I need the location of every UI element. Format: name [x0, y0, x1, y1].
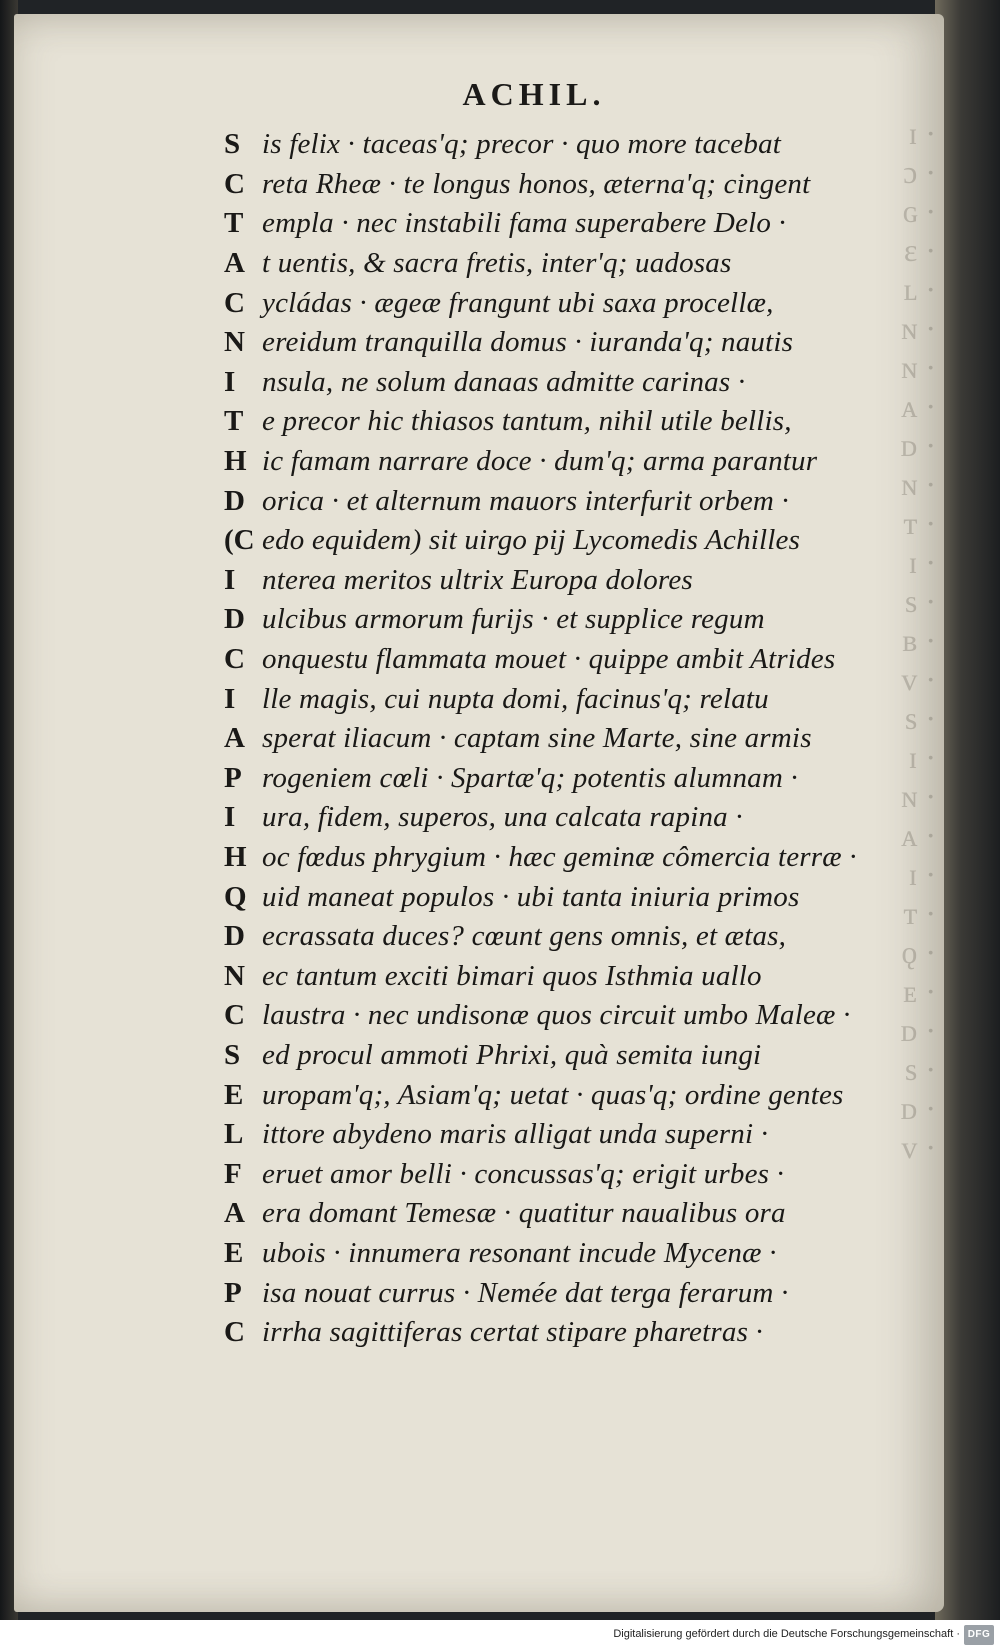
verse-line: [224, 798, 924, 838]
verse-initial: I: [224, 682, 236, 715]
verse-line: [224, 1273, 924, 1313]
verse-line: [224, 1115, 924, 1155]
verse-line: [224, 1075, 924, 1115]
verse-text: ubois · innumera resonant incude Mycenæ ·: [262, 1236, 777, 1269]
verse-initial: T: [224, 405, 244, 438]
book-page: [14, 14, 944, 1612]
verse-line: [224, 640, 924, 680]
verse-initial: E: [224, 1236, 244, 1269]
verse-line: [224, 204, 924, 244]
verse-initial: P: [224, 1276, 242, 1309]
verse-line: [224, 996, 924, 1036]
verse-line: [224, 877, 924, 917]
verse-line: [224, 521, 924, 561]
verse-line: [224, 165, 924, 205]
verse-text: ittore abydeno maris alligat unda superni ·: [262, 1118, 769, 1151]
verse-initial: L: [224, 1118, 244, 1151]
verse-initial: C: [224, 167, 245, 200]
verse-line: [224, 402, 924, 442]
verse-text: laustra · nec undisonæ quos circuit umbo Maleæ ·: [262, 999, 851, 1032]
verse-line: [224, 1154, 924, 1194]
verse-line: [224, 283, 924, 323]
verse-text: empla · nec instabili fama superabere Delo ·: [262, 207, 787, 240]
verse-text: reta Rheæ · te longus honos, æterna'q; cingent: [262, 167, 811, 200]
verse-initial: C: [224, 1316, 245, 1349]
verse-text: rogeniem cœli · Spartæ'q; potentis alumnam ·: [262, 761, 798, 794]
verse-initial: D: [224, 603, 245, 636]
verse-line: [224, 1194, 924, 1234]
verse-text: uropam'q;, Asiam'q; uetat · quas'q; ordine gentes: [262, 1078, 844, 1111]
verse-initial: Q: [224, 880, 247, 913]
funding-credit: Digitalisierung gefördert durch die Deutsche Forschungsgemeinschaft ·: [613, 1628, 960, 1640]
verse-initial: I: [224, 801, 236, 834]
verse-line: [224, 838, 924, 878]
verse-line: [224, 561, 924, 601]
verse-text: oc fœdus phrygium · hæc geminæ cômercia terræ ·: [262, 840, 857, 873]
verse-initial: I: [224, 365, 236, 398]
dfg-logo: DFG: [964, 1625, 994, 1645]
verse-text: era domant Temesæ · quatitur naualibus ora: [262, 1197, 786, 1230]
verse-text: ec tantum exciti bimari quos Isthmia uallo: [262, 959, 762, 992]
verse-initial: C: [224, 999, 245, 1032]
verse-initial: C: [224, 286, 245, 319]
verse-initial: A: [224, 1197, 245, 1230]
verse-initial: H: [224, 840, 247, 873]
verse-text: t uentis, & sacra fretis, inter'q; uadosas: [262, 247, 732, 280]
verse-text: ecrassata duces? cœunt gens omnis, et ætas,: [262, 920, 787, 953]
verse-line: [224, 679, 924, 719]
verse-line: [224, 719, 924, 759]
verse-line: [224, 956, 924, 996]
verse-line: [224, 363, 924, 403]
verse-text: nterea meritos ultrix Europa dolores: [262, 563, 693, 596]
verse-initial: (C: [224, 524, 255, 557]
verse-text: onquestu flammata mouet · quippe ambit Atrides: [262, 643, 836, 676]
verse-initial: D: [224, 484, 245, 517]
verse-initial: H: [224, 445, 247, 478]
verse-initial: E: [224, 1078, 244, 1111]
verse-initial: F: [224, 1157, 242, 1190]
verse-text: orica · et alternum mauors interfurit orbem ·: [262, 484, 789, 517]
show-through-texture: ɪ · ɔ · ɢ · ɛ · ʟ · ɴ · ɴ · ᴀ · ᴅ · ɴ · ᴛ · ɪ · s · ʙ · ᴠ · s · ɪ · ɴ · ᴀ · ɪ · ᴛ · ǫ · ᴇ · ᴅ · s · ᴅ · ᴠ ·: [900, 115, 936, 1165]
verse-text: ycládas · ægeæ frangunt ubi saxa procellæ,: [262, 286, 774, 319]
verse-initial: A: [224, 722, 245, 755]
verse-text: uid maneat populos · ubi tanta iniuria primos: [262, 880, 800, 913]
verse-line: [224, 759, 924, 799]
verse-initial: I: [224, 563, 236, 596]
verse-line: [224, 600, 924, 640]
verse-text: nsula, ne solum danaas admitte carinas ·: [262, 365, 746, 398]
verse-line: [224, 917, 924, 957]
verse-text: ereidum tranquilla domus · iuranda'q; nautis: [262, 326, 794, 359]
verse-initial: S: [224, 1038, 241, 1071]
footer-bar: [0, 1620, 1000, 1652]
verse-initial: N: [224, 959, 245, 992]
verse-text: ic famam narrare doce · dum'q; arma parantur: [262, 445, 818, 478]
verse-text: ulcibus armorum furijs · et supplice regum: [262, 603, 765, 636]
verse-text: eruet amor belli · concussas'q; erigit urbes ·: [262, 1157, 785, 1190]
verse-text: edo equidem) sit uirgo pij Lycomedis Achilles: [262, 524, 801, 557]
verse-block: [224, 125, 924, 1352]
verse-line: [224, 481, 924, 521]
verse-initial: T: [224, 207, 244, 240]
verse-line: [224, 442, 924, 482]
verse-text: irrha sagittiferas certat stipare pharetras ·: [262, 1316, 763, 1349]
verse-initial: N: [224, 326, 245, 359]
verse-text: ura, fidem, superos, una calcata rapina ·: [262, 801, 743, 834]
verse-text: ed procul ammoti Phrixi, quà semita iungi: [262, 1038, 762, 1071]
verse-initial: D: [224, 920, 245, 953]
verse-line: [224, 125, 924, 165]
verse-line: [224, 323, 924, 363]
verse-initial: A: [224, 247, 245, 280]
binding-edge: [935, 0, 1000, 1620]
verse-text: is felix · taceas'q; precor · quo more tacebat: [262, 128, 782, 161]
verse-initial: C: [224, 643, 245, 676]
verse-text: sperat iliacum · captam sine Marte, sine armis: [262, 722, 812, 755]
verse-line: [224, 1234, 924, 1274]
verse-line: [224, 1036, 924, 1076]
verse-text: e precor hic thiasos tantum, nihil utile bellis,: [262, 405, 792, 438]
verse-text: lle magis, cui nupta domi, facinus'q; relatu: [262, 682, 769, 715]
verse-line: [224, 244, 924, 284]
verse-line: [224, 1313, 924, 1353]
verse-initial: P: [224, 761, 242, 794]
verse-text: isa nouat currus · Nemée dat terga ferarum ·: [262, 1276, 789, 1309]
verse-initial: S: [224, 128, 241, 161]
running-head: ACHIL.: [462, 76, 606, 112]
